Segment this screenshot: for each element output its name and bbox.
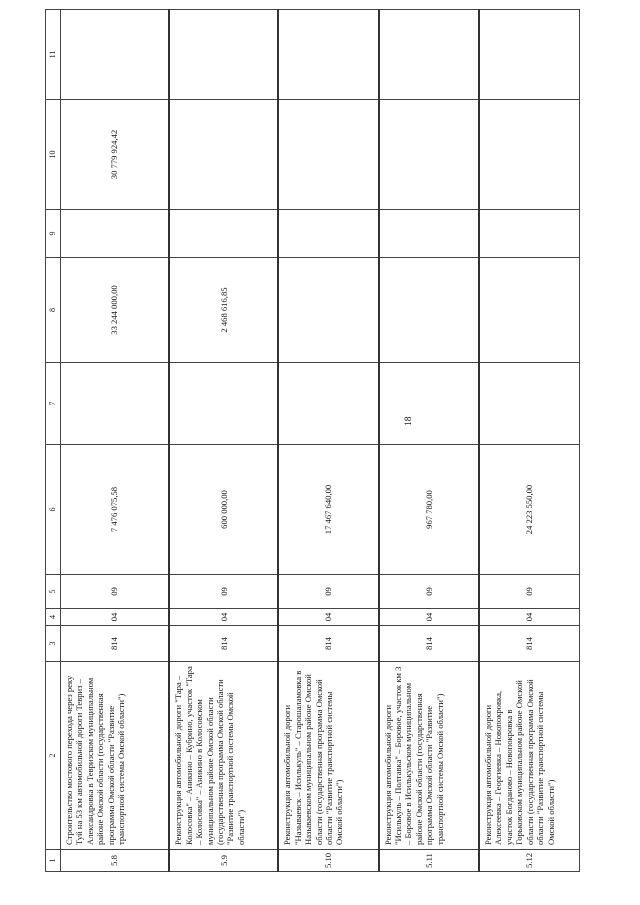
project-name: Реконструкция автомобильной дороги "Называевск – Исилькуль" – Старошаламовка в Называевском муниципальном районе Омской области (государственная программа Омской области "Развитие транспортной системы Омской области"): [278, 662, 378, 850]
cell-col4: 04: [379, 609, 479, 626]
row-number: 5.12: [479, 850, 579, 872]
cell-col6: 17 467 640,00: [278, 445, 378, 575]
cell-col4: 04: [479, 609, 579, 626]
cell-col5: 09: [278, 575, 378, 609]
project-name: Реконструкция автомобильной дороги Алексеевка – Георгиевка – Новопокровка, участок Богданово – Новопокровка в Горьковском муниципальном районе Омской области (государственная программа Омской области "Развитие транспортной системы Омской области"): [479, 662, 579, 850]
cell-col11: [479, 10, 579, 100]
cell-col10: [169, 100, 278, 210]
cell-col4: 04: [278, 609, 378, 626]
cell-col7: [60, 363, 169, 445]
cell-col11: [169, 10, 278, 100]
cell-col10: 30 779 924,42: [60, 100, 169, 210]
cell-col3: 814: [479, 626, 579, 662]
row-number: 5.9: [169, 850, 278, 872]
column-header: 3: [46, 626, 61, 662]
cell-col6: 24 223 550,00: [479, 445, 579, 575]
cell-col4: 04: [169, 609, 278, 626]
cell-col9: [479, 210, 579, 258]
column-header: 7: [46, 363, 61, 445]
cell-col7: [479, 363, 579, 445]
rotated-table-container: [45, 10, 580, 872]
cell-col9: [379, 210, 479, 258]
cell-col6: 600 000,00: [169, 445, 278, 575]
cell-col8: 2 468 616,85: [169, 258, 278, 363]
cell-col6: 7 476 075,58: [60, 445, 169, 575]
page-number: 18: [404, 416, 414, 426]
table-row: [379, 10, 479, 872]
column-header: 4: [46, 609, 61, 626]
column-header: 9: [46, 210, 61, 258]
column-header: 1: [46, 850, 61, 872]
project-name: Строительство мостового перехода через реку Туй на 53 км автомобильной дороги Тевриз – Александровка в Тевризском муниципальном районе Омской области (государственная программа Омской области "Развитие транспортной системы Омской области"): [60, 662, 169, 850]
column-header: 8: [46, 258, 61, 363]
cell-col11: [60, 10, 169, 100]
column-header: 10: [46, 100, 61, 210]
cell-col6: 967 780,00: [379, 445, 479, 575]
column-header: 6: [46, 445, 61, 575]
column-number-row: [46, 10, 61, 872]
cell-col4: 04: [60, 609, 169, 626]
cell-col9: [278, 210, 378, 258]
table-row: [60, 10, 169, 872]
row-number: 5.10: [278, 850, 378, 872]
cell-col7: [379, 363, 479, 445]
cell-col8: [479, 258, 579, 363]
row-number: 5.11: [379, 850, 479, 872]
row-number: 5.8: [60, 850, 169, 872]
cell-col3: 814: [278, 626, 378, 662]
cell-col10: [278, 100, 378, 210]
cell-col11: [379, 10, 479, 100]
column-header: 5: [46, 575, 61, 609]
project-name: Реконструкция автомобильной дороги "Тара – Колосовка" – Аникино – Кубрино, участок "Тара – Колосовка" – Аникино в Колосовском муниципальном районе Омской области (государственная программа Омской области "Развитие транспортной системы Омской области"): [169, 662, 278, 850]
cell-col5: 09: [379, 575, 479, 609]
cell-col5: 09: [479, 575, 579, 609]
cell-col3: 814: [60, 626, 169, 662]
table-row: [278, 10, 378, 872]
cell-col7: [278, 363, 378, 445]
table-row: [479, 10, 579, 872]
cell-col8: [278, 258, 378, 363]
cell-col5: 09: [60, 575, 169, 609]
cell-col5: 09: [169, 575, 278, 609]
cell-col11: [278, 10, 378, 100]
budget-table: [45, 9, 580, 872]
column-header: 2: [46, 662, 61, 850]
cell-col8: [379, 258, 479, 363]
table-row: [169, 10, 278, 872]
cell-col7: [169, 363, 278, 445]
cell-col9: [169, 210, 278, 258]
cell-col3: 814: [169, 626, 278, 662]
cell-col3: 814: [379, 626, 479, 662]
project-name: Реконструкция автомобильной дороги "Исилькуль – Полтавка" – Боровое, участок км 3 – Боровое в Исилькульском муниципальном районе Омской области (государственная программа Омской области "Развитие транспортной системы Омской области"): [379, 662, 479, 850]
column-header: 11: [46, 10, 61, 100]
cell-col10: [379, 100, 479, 210]
cell-col8: 33 244 000,00: [60, 258, 169, 363]
cell-col10: [479, 100, 579, 210]
cell-col9: [60, 210, 169, 258]
